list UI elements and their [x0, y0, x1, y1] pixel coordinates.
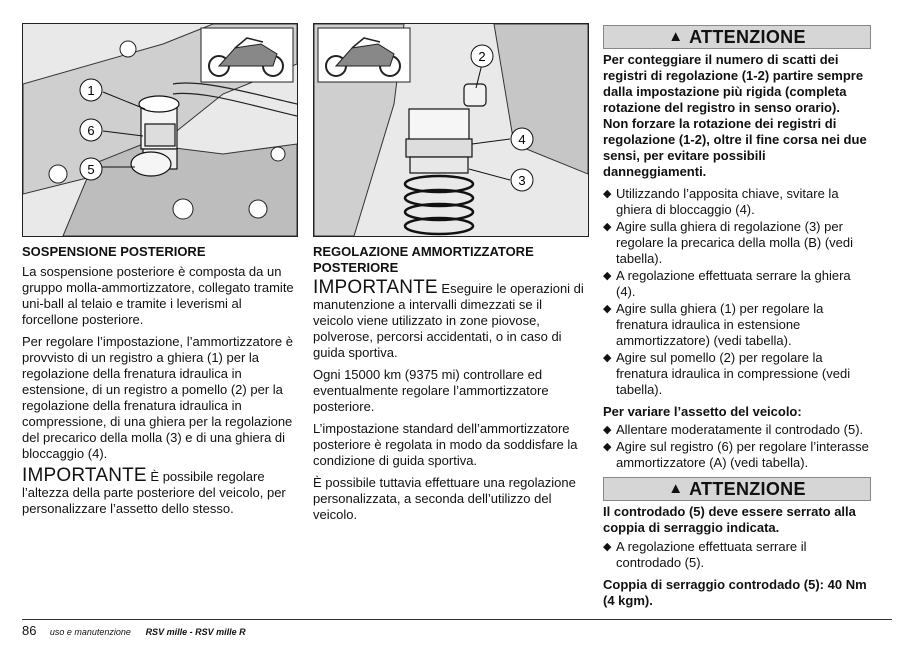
instruction-list: [603, 186, 871, 398]
important-label: IMPORTANTE: [22, 465, 147, 486]
sub-heading: Per variare l’assetto del veicolo:: [603, 404, 802, 419]
list-item: ◆ Agire sul pomello (2) per regolare la frenatura idraulica in compressione (vedi tabella).: [603, 350, 851, 397]
warning-triangle-icon: ▲: [668, 28, 684, 45]
paragraph: La sospensione posteriore è composta da un gruppo molla-ammortizzatore, collegato tramite uni-ball al telaio e tramite i leverismi al forcellone posteriore.: [22, 264, 294, 327]
instruction-list: [603, 422, 871, 471]
warning-text: Il controdado (5) deve essere serrato alla coppia di serraggio indicata.: [603, 504, 856, 535]
footer-rule: [22, 619, 892, 620]
column-left: [22, 244, 294, 523]
figure-rear-suspension-left: [22, 23, 298, 237]
list-item: ◆ Agire sulla ghiera (1) per regolare la frenatura idraulica in estensione ammortizzatore) (vedi tabella).: [603, 301, 824, 348]
important-label: IMPORTANTE: [313, 277, 438, 298]
section-heading-line2: POSTERIORE: [313, 260, 399, 275]
list-item: ◆ Allentare moderatamente il controdado (5).: [603, 422, 864, 437]
manual-name: uso e manutenzione: [49, 627, 131, 637]
important-text: È possibile regolare l’altezza della parte posteriore del veicolo, per personalizzare l’assetto dello stesso.: [22, 469, 286, 516]
important-note: [313, 277, 585, 361]
callout-4: 4: [518, 132, 526, 147]
page-footer: [22, 623, 246, 638]
callout-5: 5: [87, 162, 95, 177]
list-item: ◆ Utilizzando l’apposita chiave, svitare la ghiera di bloccaggio (4).: [603, 186, 839, 217]
list-item: ◆ A regolazione effettuata serrare il controdado (5).: [603, 539, 807, 570]
warning-title: ATTENZIONE: [689, 479, 806, 499]
paragraph: Ogni 15000 km (9375 mi) controllare ed eventualmente regolare l’ammortizzatore posteriore.: [313, 367, 549, 414]
section-heading: SOSPENSIONE POSTERIORE: [22, 244, 206, 259]
motorcycle-icon: [318, 28, 410, 82]
instruction-list: [603, 539, 871, 571]
page-number: 86: [22, 623, 37, 638]
important-note: [22, 465, 294, 517]
callout-6: 6: [87, 123, 95, 138]
warning-banner: [603, 25, 871, 49]
section-heading: REGOLAZIONE AMMORTIZZATORE: [313, 244, 534, 259]
paragraph: È possibile tuttavia effettuare una regolazione personalizzata, a seconda dell’utilizzo del veicolo.: [313, 475, 576, 522]
warning-banner: [603, 477, 871, 501]
warning-text: Per conteggiare il numero di scatti dei registri di regolazione (1-2) partire sempre dalla impostazione più rigida (completa rotazione del registro in senso orario).: [603, 52, 864, 115]
diamond-bullet-icon: ◆: [603, 441, 612, 453]
motorcycle-icon: [201, 28, 293, 82]
diamond-bullet-icon: ◆: [603, 541, 612, 553]
column-middle: [313, 244, 585, 529]
callout-1: 1: [87, 83, 95, 98]
diamond-bullet-icon: ◆: [603, 188, 612, 200]
diamond-bullet-icon: ◆: [603, 303, 612, 315]
suspension-illustration-left: [23, 24, 297, 236]
model-name: RSV mille - RSV mille R: [145, 627, 246, 637]
paragraph: Per regolare l’impostazione, l’ammortizzatore è provvisto di un registro a ghiera (1) per la regolazione della frenatura idraulica in estensione, di un registro a pomello (2) per la regolazione della frenatura idraulica in compressione, di una ghiera per la regolazione del precarico della molla (3) e di una ghiera di bloccaggio (4).: [22, 334, 293, 461]
callout-2: 2: [478, 49, 486, 64]
diamond-bullet-icon: ◆: [603, 221, 612, 233]
callout-3: 3: [518, 173, 526, 188]
column-right: [603, 25, 871, 615]
paragraph: L’impostazione standard dell’ammortizzatore posteriore è regolata in modo da soddisfare la condizione di guida sportiva.: [313, 421, 578, 468]
warning-title: ATTENZIONE: [689, 27, 806, 47]
list-item: ◆ Agire sul registro (6) per regolare l’interasse ammortizzatore (A) (vedi tabella).: [603, 439, 869, 470]
torque-spec: Coppia di serraggio controdado (5): 40 Nm (4 kgm).: [603, 577, 867, 608]
warning-triangle-icon: ▲: [668, 480, 684, 497]
list-item: ◆ Agire sulla ghiera di regolazione (3) per regolare la precarica della molla (B) (vedi tabella).: [603, 219, 853, 266]
important-text: Eseguire le operazioni di manutenzione a intervalli dimezzati se il veicolo viene utilizzato in zone piovose, polverose, percorsi accidentati, o in caso di guida sportiva.: [313, 281, 584, 360]
list-item: ◆ A regolazione effettuata serrare la ghiera (4).: [603, 268, 851, 299]
diamond-bullet-icon: ◆: [603, 424, 612, 436]
figure-rear-shock-middle: [313, 23, 589, 237]
diamond-bullet-icon: ◆: [603, 352, 612, 364]
warning-text: Non forzare la rotazione dei registri di regolazione (1-2), oltre il fine corsa nei due sensi, per evitare possibili danneggiamenti.: [603, 116, 867, 179]
diamond-bullet-icon: ◆: [603, 270, 612, 282]
suspension-illustration-middle: [314, 24, 588, 236]
